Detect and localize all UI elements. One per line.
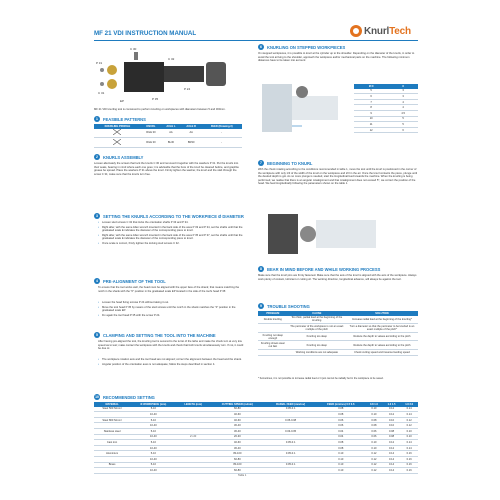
section-6-title: KNURLING ON STEPPED WORKPIECES <box>267 44 346 50</box>
table-cell: AA <box>161 129 181 138</box>
table-cell: Steel 800 N/mm² <box>94 417 130 423</box>
table-cell: 40-60 <box>210 412 265 418</box>
table-row <box>354 127 418 133</box>
table-cell: 10 <box>354 116 388 122</box>
patterns-header-feed: FEED (Drawing.3) <box>201 124 242 129</box>
table-cell: Steel 500 N/mm² <box>94 407 130 412</box>
table-cell: Knurling too deep <box>288 341 346 350</box>
label-ep: EP <box>120 99 125 103</box>
section-6-text: On stepped workpieces, it is possible to knurl at the cylinder up to the shoulder. Depending on the diameter of the knurls, in order to avoid the tool arriving to the shoulder, approach the workpiece and/or mechanical parts on the machine. The following minimum distances have to be taken into account: <box>258 52 415 62</box>
table-cell: 2 x D <box>177 434 210 440</box>
knurl-left <box>107 65 117 75</box>
section-1-number: 1 <box>94 116 100 122</box>
table-cell: 0.16 <box>400 451 418 457</box>
table-cell: 0.12 <box>400 423 418 429</box>
list-item: • Once scale is correct, firmly tighten the locking stud screws C 32. <box>98 242 244 246</box>
table-cell: 0.12 <box>383 412 401 418</box>
stepped-header-x: X <box>388 84 418 89</box>
section-4-list <box>98 301 244 318</box>
diamond-pattern-icon <box>113 129 121 135</box>
settings-header-feed-1: FEED (mm/rev) 0.5 0.6 <box>316 402 365 407</box>
table-cell: 9 <box>354 110 388 116</box>
table-cell: 0.10 <box>316 456 365 462</box>
brand-logo <box>350 24 418 38</box>
section-6-number: 6 <box>258 44 264 50</box>
settings-header-feed-3: 1.2 1.5 <box>383 402 401 407</box>
trouble-table <box>258 311 418 356</box>
table-cell: 0.12 <box>365 462 383 468</box>
table-cell: Reduce the depth to values according to the pitch <box>346 332 418 341</box>
section-3-number: 3 <box>94 213 100 219</box>
table-cell: Brass <box>94 462 130 468</box>
diamond-pattern-icon <box>113 139 121 145</box>
table-cell: RGE 30 <box>141 129 161 138</box>
table-cell: 0.12 <box>365 456 383 462</box>
section-9-heading <box>258 303 310 309</box>
table-row <box>258 332 418 341</box>
table-cell: Reduce the depth to values according to the pitch <box>346 341 418 350</box>
table-cell: 0.05-0.1 <box>265 451 317 457</box>
table-cell: 0.14 <box>400 440 418 446</box>
table-cell: 0.06 <box>316 423 365 429</box>
manual-title: MF 21 VDI INSTRUCTION MANUAL <box>94 30 197 37</box>
table-cell: 30-40 <box>210 423 265 429</box>
list-item: • Fix again the tool head P 35 with the screw P 24. <box>98 314 244 318</box>
table-cell: 5 <box>388 122 418 128</box>
list-item: • Loosen the head fixing screws P 24 without taking it out. <box>98 301 244 305</box>
table-cell: 5-10 <box>130 462 176 468</box>
section-3-list <box>98 221 244 246</box>
section-7-number: 7 <box>258 160 264 166</box>
knurl-contact <box>300 226 316 242</box>
list-item: • Move the tool head P 35 by means of the stud screws until the notch in the shank matches the "0" position in the graduated scale EP. <box>98 306 244 313</box>
table-cell: 5-10 <box>130 417 176 423</box>
table-cell: RGE 30 <box>141 138 161 148</box>
trouble-header-problem: PROBLEM <box>258 311 288 316</box>
table-cell: 0.12 <box>365 451 383 457</box>
table-row <box>94 468 418 474</box>
section-7-text: With the chuck rotating according to the conditions recommended in table 1, move the tool until the knurl is positioned in the corner of the workpiece with only 1/3 of the width of the knurl on the workpiece and 2/3 in the air. Once the knurl contacts the piece, plunge until the desired depth is got. As no more plunge is needed, start the longitudinal feed towards the machine. When the knurling is being performed, we realise that there is an angular misalignment and that misalignment does not exceed 5°, we correct the position of the head. We feed longitudinally following the parameters shown on the table 1. <box>258 168 418 185</box>
logo-mark-icon <box>350 25 362 37</box>
table-row <box>258 349 418 355</box>
label-p31: P 31 <box>96 61 103 65</box>
table-cell: 0.14 <box>383 468 401 474</box>
pattern-thumb <box>94 138 141 148</box>
table-cell: 10-40 <box>130 412 176 418</box>
table-cell: 0.16 <box>400 462 418 468</box>
section-4-text: To ensure that the tool works well, the head must be aligned with the upper face of the shank; that means matching the notch in the shank with the "0" position in the graduated scale EP located in the side of the tool's head P 35: <box>98 286 240 293</box>
label-c32: C 32 <box>168 57 175 61</box>
trouble-header-cause: CAUSE <box>288 311 346 316</box>
section-4-number: 4 <box>94 278 100 284</box>
table-cell: 20-30 <box>210 434 265 440</box>
table-cell: 0.12 <box>365 468 383 474</box>
workpiece-bar <box>316 220 376 248</box>
tool-shank <box>164 66 204 82</box>
section-2-number: 2 <box>94 154 100 160</box>
table-cell: 0.08 <box>383 428 401 434</box>
workpiece-cylinder <box>292 96 338 120</box>
logo-text-part2: Tech <box>389 25 411 37</box>
table-cell: The perimeter of the workpiece is not an exact multiple of the pitch <box>288 324 346 333</box>
table-cell: Check cutting speed and traverse feeding speed <box>346 349 418 355</box>
table-cell: Cast iron <box>94 440 130 446</box>
table-cell: 4 <box>388 105 418 111</box>
table-cell: 0.10 <box>365 440 383 446</box>
trouble-footnote: * Sometimes, it is not possible to increase radial feed or it just cannot be radially fed in the workpiece to be saved. <box>258 377 384 380</box>
table-cell: 60-80 <box>210 407 265 412</box>
table-cell: - <box>201 129 242 138</box>
settings-header-feed-4: 1.6 2.0 <box>400 402 418 407</box>
label-c30: C 30 <box>130 47 137 51</box>
section-5-text: After having pre-aligned the tool, the knurling tool is secured to the turret of the lathe and make the chuck turn at very low speed as to test; make contact the workpiece with the knurls and check that both knurls simultaneously turn. If not, it could be due to: <box>98 340 244 350</box>
table-cell: 10-40 <box>130 434 176 440</box>
section-5-heading <box>94 332 216 338</box>
section-5-number: 5 <box>94 332 100 338</box>
table-cell: 0.12 <box>383 440 401 446</box>
table-cell: 0.08 <box>365 417 383 423</box>
settings-header-speed: CUTTING SPEED (m/min) <box>210 402 265 407</box>
table-cell: 5-10 <box>130 428 176 434</box>
table-cell: 0.08 <box>316 407 365 412</box>
table-cell: Increase radial feed at the beginning of the knurling* <box>346 316 418 324</box>
table-cell: 0.06 <box>365 428 383 434</box>
table-cell: 0.14 <box>400 407 418 412</box>
list-item: • Angular position of the orientation axes is not adequate; follow the steps described in section 4. <box>98 363 244 367</box>
section-5-title: CLAMPING AND SETTING THE TOOL INTO THE MACHINE <box>103 332 216 338</box>
table-cell: 60-80 <box>210 456 265 462</box>
table-cell: 0.10 <box>400 434 418 440</box>
table-cell: 0.05-0.1 <box>265 440 317 446</box>
section-10-heading <box>94 394 155 400</box>
section-7-title: BEGINNING TO KNURL <box>267 160 313 166</box>
table-cell: 0.10 <box>316 451 365 457</box>
section-9-number: 9 <box>258 303 264 309</box>
patterns-header-axle-r: AXLE R <box>181 124 201 129</box>
table-cell: Aluminium <box>94 451 130 457</box>
table-cell: Knurling shows wear out fast <box>258 341 288 350</box>
table-cell: Stainless steel <box>94 428 130 434</box>
table-cell: 40-60 <box>210 440 265 446</box>
table-cell: Working conditions are not adequate <box>288 349 346 355</box>
table-cell: AA <box>181 129 201 138</box>
table-cell: 0.10 <box>383 417 401 423</box>
settings-table-body <box>94 407 418 474</box>
table-cell: Knurling not deep enough <box>258 332 288 341</box>
table-cell: 0.14 <box>400 445 418 451</box>
table-cell: 40-60 <box>210 417 265 423</box>
table-cell: 0.06 <box>365 434 383 440</box>
table-row <box>258 341 418 350</box>
patterns-header-axle-l: AXLE L <box>161 124 181 129</box>
table-cell: 0.14 <box>383 462 401 468</box>
section-8-number: 8 <box>258 266 264 272</box>
table-row <box>258 316 418 324</box>
section-5-list <box>98 358 244 367</box>
section-9-title: TROUBLE SHOOTING <box>267 303 310 309</box>
table-cell <box>94 468 130 474</box>
header-divider <box>94 40 418 41</box>
table-cell: 0.08 <box>316 440 365 446</box>
section-7-heading <box>258 160 312 166</box>
table-cell: 0.10 <box>316 462 365 468</box>
table-cell: 0.08 <box>316 412 365 418</box>
table-cell: 3 <box>388 94 418 100</box>
table-cell: 10-40 <box>130 445 176 451</box>
section-10-number: 10 <box>95 395 99 399</box>
table-cell: 5-10 <box>130 407 176 412</box>
table-cell: 0.06 <box>316 417 365 423</box>
list-item: • Right after, with the same Allen wrench inserted in the back side of the axes P 35 and P 37, set the shafts until that the graduated scale E indicates the diameter of the corresponding piece to knurl. <box>98 234 244 241</box>
section-4-title: PRE-ALIGNMENT OF THE TOOL <box>103 278 166 284</box>
washer-left <box>100 68 104 72</box>
table-cell: 0.05-0.1 <box>265 462 317 468</box>
stepped-header-d: Ø D <box>354 84 388 89</box>
tool-exploded-svg <box>94 44 234 108</box>
workpiece-shoulder <box>262 84 292 132</box>
section-8-text: Make sure that the knurl pins are firmly fastened. Make sure that the axis of the knurl is aligned with the axis of the workpiece. Always work plenty of coolant, lubricant or cutting oil. The working direction, longitudinal advance, will always be against the tool. <box>258 274 417 281</box>
table-caption: Table 1 <box>238 474 247 477</box>
table-cell: 5 <box>354 89 388 94</box>
table-cell: 0.10 <box>365 445 383 451</box>
table-cell: 12 <box>354 127 388 133</box>
beginning-knurl-illustration <box>262 210 382 258</box>
label-c31: C 31 <box>98 91 105 95</box>
table-cell: 0.04 <box>316 434 365 440</box>
table-cell: 0.14 <box>383 451 401 457</box>
table-cell: 30-40 <box>210 445 265 451</box>
section-1-heading <box>94 116 146 122</box>
washer-right <box>100 82 104 86</box>
table-cell: 0.03-0.05 <box>265 428 317 434</box>
table-cell: 0.05-0.1 <box>265 407 317 412</box>
patterns-header-profile: KNURLING PROFILE <box>94 124 141 129</box>
settings-header-radial: RADIAL FEED (mm/rev) <box>265 402 317 407</box>
table-cell: 0.12 <box>383 407 401 412</box>
table-cell: 0.14 <box>383 456 401 462</box>
table-cell: Double knurling <box>258 316 288 324</box>
section-4-heading <box>94 278 166 284</box>
section-1-title: FEASIBLE PATTERNS <box>103 116 146 122</box>
knurl-right <box>107 79 117 89</box>
table-cell <box>265 468 317 474</box>
settings-header-feed-2: 0.8 1.0 <box>365 402 383 407</box>
stepped-workpiece-illustration <box>262 80 344 136</box>
section-3-heading <box>94 213 244 219</box>
section-2-heading <box>94 154 143 160</box>
screw-top <box>134 52 138 60</box>
tool-vdi-shaft <box>206 62 226 86</box>
table-cell: 0.12 <box>383 445 401 451</box>
table-cell: Turn a diameter so that the perimeter to be knurled is an exact multiple of the pitch* <box>346 324 418 333</box>
tool-exploded-illustration <box>94 44 234 108</box>
table-cell: 80-100 <box>210 451 265 457</box>
patterns-table <box>94 124 242 148</box>
stepped-table <box>354 84 418 133</box>
table-cell: 0.05-0.08 <box>265 417 317 423</box>
section-6-heading <box>258 44 345 50</box>
table-cell: 0.04 <box>316 428 365 434</box>
logo-text-part1: Knurl <box>364 25 390 37</box>
table-cell: 4 <box>388 99 418 105</box>
table-cell: BL30 <box>161 138 181 148</box>
beginning-svg <box>262 210 382 258</box>
table-cell: 0.16 <box>400 468 418 474</box>
table-cell: BR30 <box>181 138 201 148</box>
table-cell: 0.10 <box>365 412 383 418</box>
settings-header-material: MATERIAL <box>94 402 130 407</box>
table-cell: 80-100 <box>210 462 265 468</box>
table-cell: 0.12 <box>400 417 418 423</box>
table-cell <box>258 324 288 333</box>
label-p35: P 35 <box>152 97 159 101</box>
table-cell <box>177 468 210 474</box>
table-cell: 10-40 <box>130 423 176 429</box>
section-8-title: BEAR IN MIND BEFORE AND WHILE WORKING PROCESS <box>267 266 381 272</box>
table-cell: 4.5 <box>388 110 418 116</box>
table-cell: 0.16 <box>400 456 418 462</box>
settings-header-length: LENGTH (mm) <box>177 402 210 407</box>
trouble-header-solution: SOLUTION <box>346 311 418 316</box>
section-2-text: Loosen alternately the screws that lock the knurls C 30 and removed it together with the washers P 31. Put the knurls into their seats, bearing in mind where each one goes; it is advisable that the bore of the knurl be cleaned before, and graphite grease be spread. Place the washers P 31 above the knurl. Firmly tighten the washer, the knurl and the slab through the screw C 31; make sure that the knurls turn free. <box>94 162 239 176</box>
table-cell: 5-10 <box>130 440 176 446</box>
knurl-circle <box>296 86 308 98</box>
table-cell: 60-80 <box>210 468 265 474</box>
list-item: • Loosen stud screws C 32 that locks the orientation shafts P 33 and P 34. <box>98 221 244 225</box>
section-2-title: KNURLS ASSEMBLY <box>103 154 144 160</box>
table-cell: 11 <box>354 122 388 128</box>
table-cell: 10-40 <box>130 468 176 474</box>
table-cell: 8 <box>354 105 388 111</box>
table-cell: 6 <box>354 94 388 100</box>
label-p24: P 24 <box>184 87 191 91</box>
table-cell: 0.10 <box>316 468 365 474</box>
list-item: • Right after, with the same Allen wrench inserted in the back side of the axes P 33 and P 34, set the shafts until that the graduated scale E indicates the diameter of the corresponding piece to knurl. <box>98 226 244 233</box>
pattern-thumb <box>94 129 141 138</box>
table-cell <box>258 349 288 355</box>
table-cell: - <box>201 138 242 148</box>
settings-header-diameter: Ø WORKPIECE (mm) <box>130 402 176 407</box>
table-cell: 5 <box>388 116 418 122</box>
intro-text: MF 21 VDI knurling tool is conceived to perform knurling on workpieces with diameters between 5 and 300mm. <box>94 108 226 111</box>
stepped-svg <box>262 80 344 136</box>
table-cell: 10-40 <box>130 456 176 462</box>
table-cell: 0.14 <box>400 412 418 418</box>
table-cell: Too thick, partial feed at the beginning of the knurling <box>288 316 346 324</box>
table-cell: 0.08 <box>316 445 365 451</box>
table-cell: 30-40 <box>210 428 265 434</box>
section-8-heading <box>258 266 380 272</box>
table-cell: 7 <box>354 99 388 105</box>
table-cell: 0.10 <box>400 428 418 434</box>
table-cell: 3 <box>388 89 418 94</box>
tool-head-body <box>124 62 164 92</box>
section-10-title: RECOMMENDED SETTING <box>103 394 155 400</box>
table-row <box>94 138 242 148</box>
table-cell: 6 <box>388 127 418 133</box>
table-cell: 5-10 <box>130 451 176 457</box>
table-cell: 0.08 <box>383 434 401 440</box>
list-item: • The workpiece rotation axis and the tool head are not aligned; correct the alignment between the head and the shank. <box>98 358 244 362</box>
settings-table <box>94 402 418 474</box>
patterns-header-knurl: KNURL <box>141 124 161 129</box>
table-row <box>94 129 242 138</box>
table-cell: 0.10 <box>365 407 383 412</box>
tool-body-side <box>268 214 298 254</box>
table-cell: 0.10 <box>383 423 401 429</box>
table-cell: 0.08 <box>365 423 383 429</box>
section-3-title: SETTING THE KNURLS ACCORDING TO THE WORKPIECE Ø DIAMETER <box>103 213 244 219</box>
table-cell: Knurling too deep <box>288 332 346 341</box>
table-row <box>258 324 418 333</box>
